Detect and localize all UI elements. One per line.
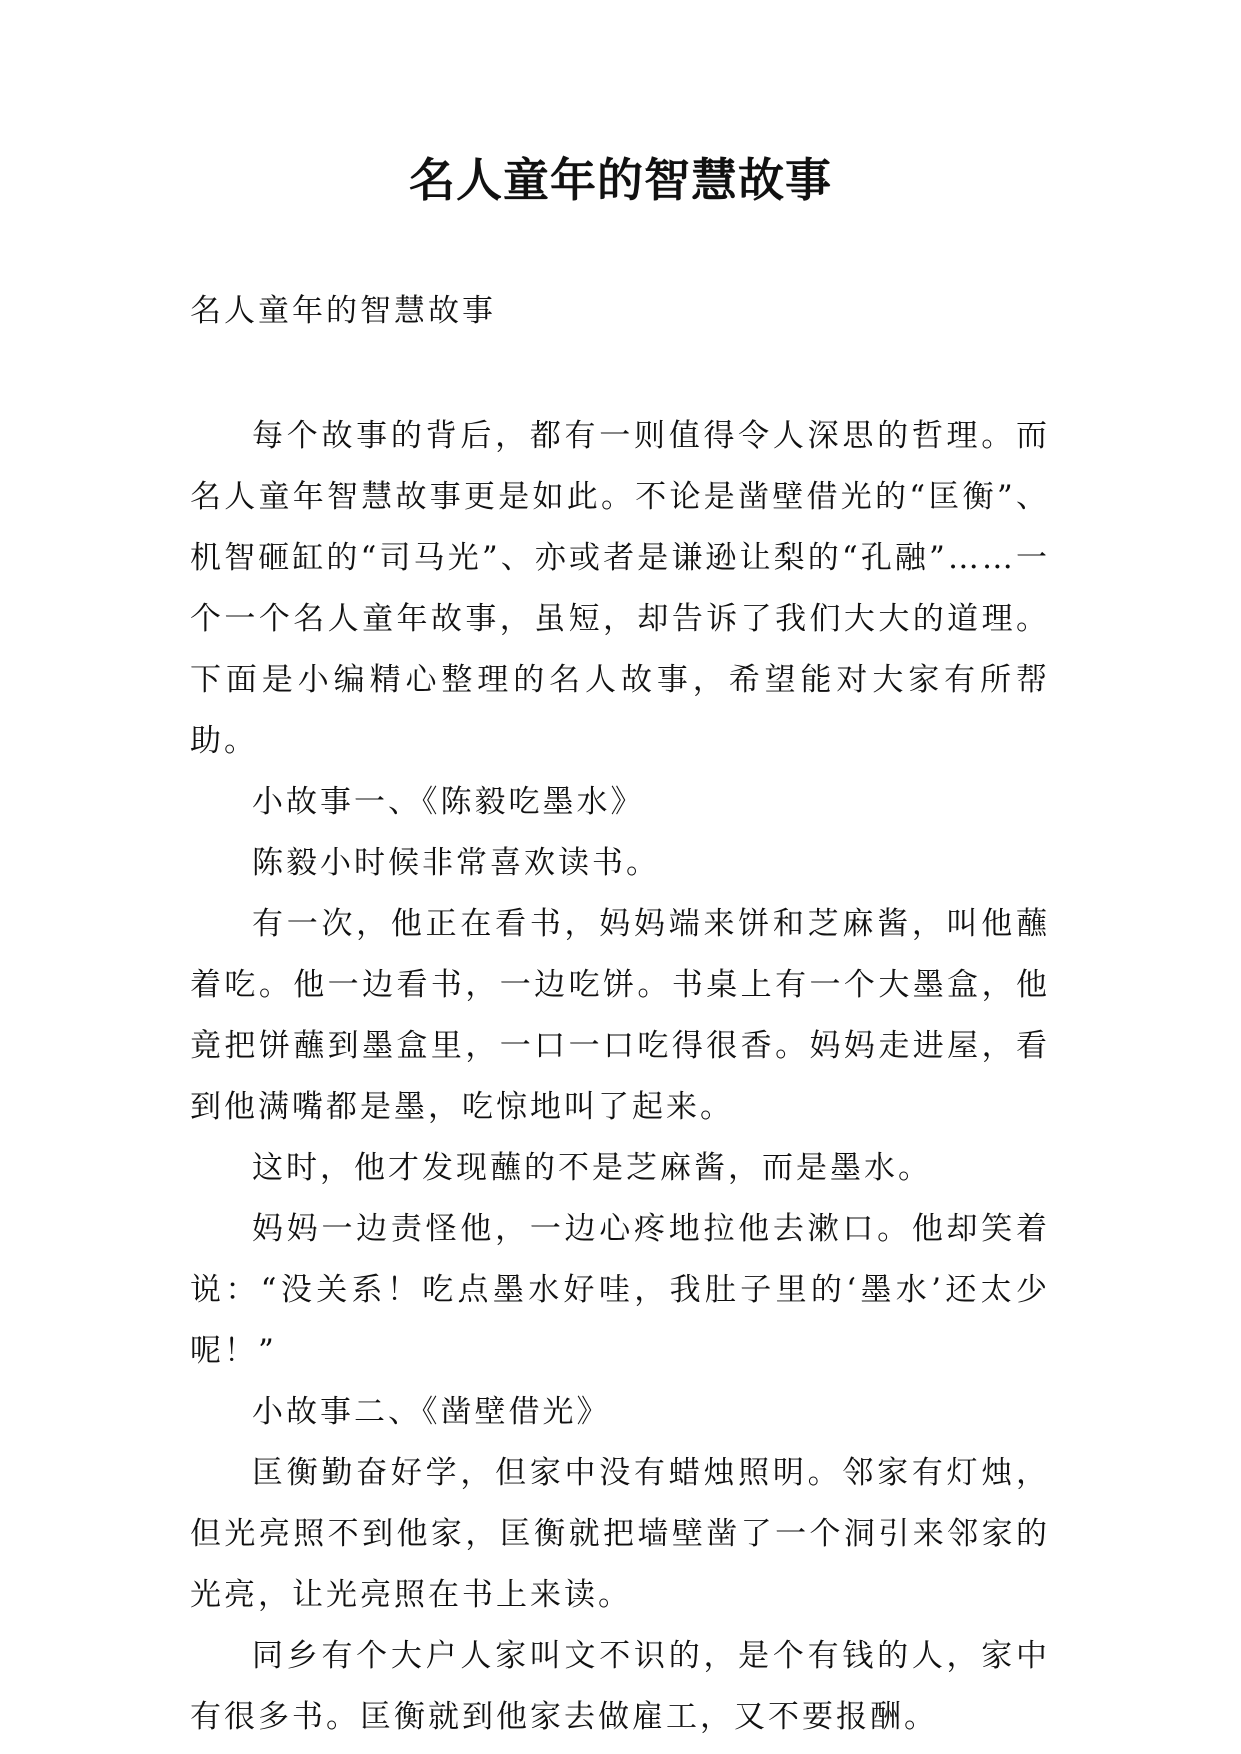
heading-story-one: 小故事一、《陈毅吃墨水》 — [252, 784, 645, 820]
document-body — [190, 406, 1050, 1748]
paragraph: 有一次，他正在看书，妈妈端来饼和芝麻酱，叫他蘸着吃。他一边看书，一边吃饼。书桌上有一个大墨盒，他竟把饼蘸到墨盒里，一口一口吃得很香。妈妈走进屋，看到他满嘴都是墨，吃惊地叫了起来。 — [190, 906, 1050, 1125]
document-subtitle: 名人童年的智慧故事 — [190, 293, 496, 329]
heading-story-two: 小故事二、《凿壁借光》 — [252, 1394, 611, 1430]
paragraph: 妈妈一边责怪他，一边心疼地拉他去漱口。他却笑着说：“没关系！吃点墨水好哇，我肚子里的‘墨水’还太少呢！” — [190, 1211, 1050, 1369]
document-title: 名人童年的智慧故事 — [409, 153, 832, 207]
paragraph-intro: 每个故事的背后，都有一则值得令人深思的哲理。而名人童年智慧故事更是如此。不论是凿壁借光的“匡衡”、机智砸缸的“司马光”、亦或者是谦逊让梨的“孔融”……一个一个名人童年故事，虽短，却告诉了我们大大的道理。下面是小编精心整理的名人故事，希望能对大家有所帮助。 — [190, 418, 1050, 759]
paragraph: 陈毅小时候非常喜欢读书。 — [252, 845, 660, 881]
paragraph: 同乡有个大户人家叫文不识的，是个有钱的人，家中有很多书。匡衡就到他家去做雇工，又不要报酬。 — [190, 1638, 1050, 1735]
paragraph: 这时，他才发现蘸的不是芝麻酱，而是墨水。 — [252, 1150, 932, 1186]
paragraph: 匡衡勤奋好学，但家中没有蜡烛照明。邻家有灯烛，但光亮照不到他家，匡衡就把墙壁凿了一个洞引来邻家的光亮，让光亮照在书上来读。 — [190, 1455, 1050, 1613]
